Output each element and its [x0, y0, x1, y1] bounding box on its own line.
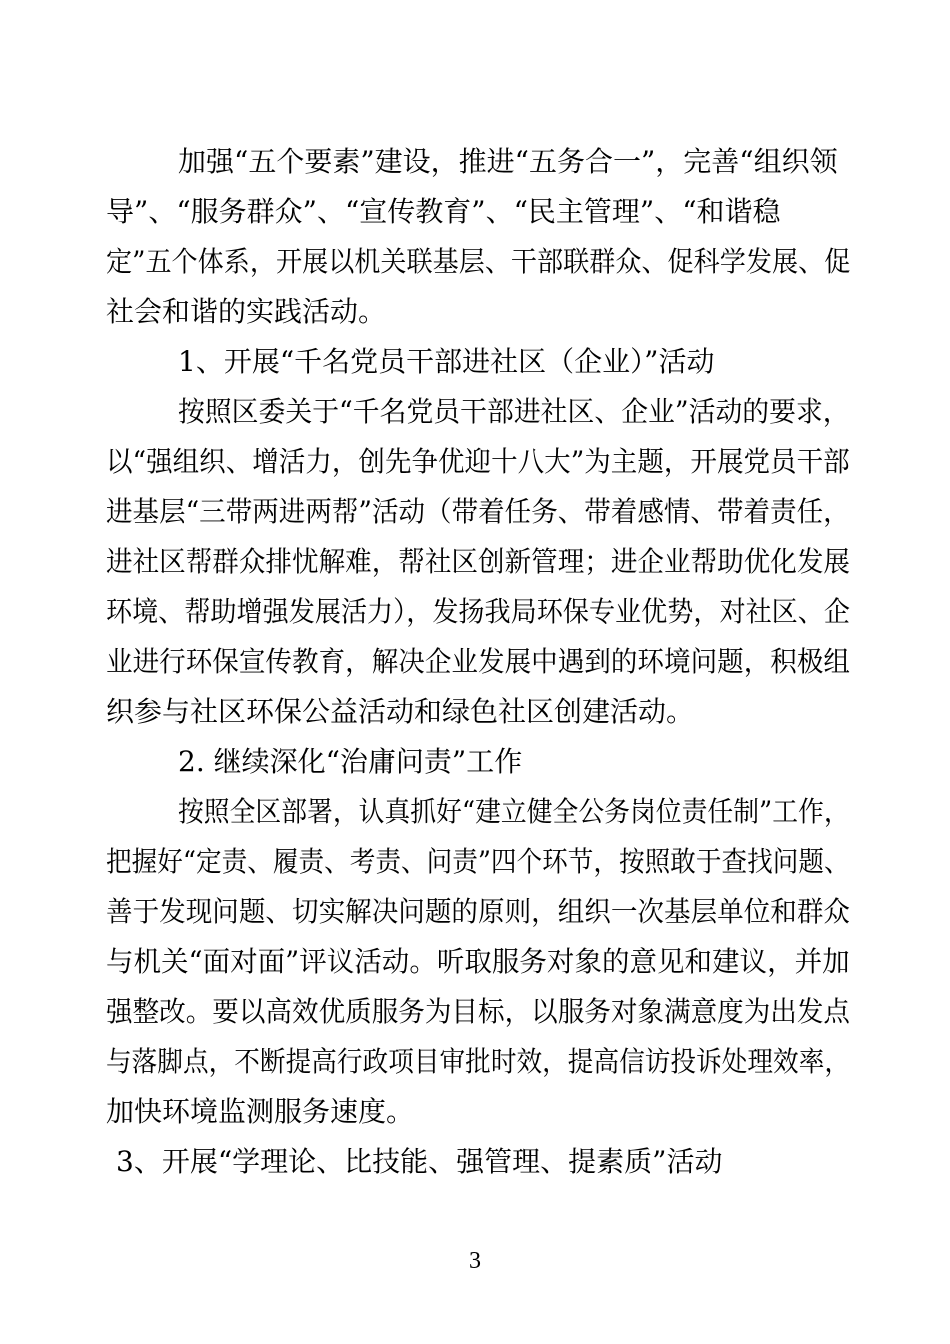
section-heading-2: 2. 继续深化“治庸问责”工作	[178, 745, 523, 778]
paragraph-3-line-2: 把握好“定责、履责、考责、问责”四个环节，按照敢于查找问题、	[106, 845, 850, 878]
paragraph-3-line-5: 强整改。要以高效优质服务为目标，以服务对象满意度为出发点	[106, 995, 851, 1028]
paragraph-3-line-3: 善于发现问题、切实解决问题的原则，组织一次基层单位和群众	[106, 895, 851, 928]
paragraph-2-line-5: 环境、帮助增强发展活力），发扬我局环保专业优势，对社区、企	[106, 595, 851, 628]
paragraph-3-line-4: 与机关“面对面”评议活动。听取服务对象的意见和建议，并加	[106, 945, 850, 978]
paragraph-2-line-3: 进基层“三带两进两帮”活动（带着任务、带着感情、带着责任，	[106, 495, 850, 528]
paragraph-3-line-6: 与落脚点，不断提高行政项目审批时效，提高信访投诉处理效率，	[106, 1045, 851, 1078]
section-heading-3: 3、开展“学理论、比技能、强管理、提素质”活动	[116, 1145, 723, 1178]
paragraph-1-line-3: 定”五个体系，开展以机关联基层、干部联群众、促科学发展、促	[106, 245, 851, 278]
paragraph-2-line-6: 业进行环保宣传教育，解决企业发展中遇到的环境问题，积极组	[106, 645, 851, 678]
paragraph-3-line-1: 按照全区部署，认真抓好“建立健全公务岗位责任制”工作，	[178, 795, 850, 828]
section-heading-1: 1、开展“千名党员干部进社区（企业）”活动	[178, 345, 715, 378]
paragraph-1-line-1: 加强“五个要素”建设，推进“五务合一”，完善“组织领	[178, 145, 838, 178]
paragraph-1-line-2: 导”、“服务群众”、“宣传教育”、“民主管理”、“和谐稳	[106, 195, 781, 228]
paragraph-2-line-2: 以“强组织、增活力，创先争优迎十八大”为主题，开展党员干部	[106, 445, 850, 478]
paragraph-2-line-1: 按照区委关于“千名党员干部进社区、企业”活动的要求，	[178, 395, 850, 428]
page-number: 3	[469, 1248, 481, 1274]
paragraph-2-line-7: 织参与社区环保公益活动和绿色社区创建活动。	[106, 695, 695, 728]
paragraph-3-line-7: 加快环境监测服务速度。	[106, 1095, 415, 1128]
paragraph-1-line-4: 社会和谐的实践活动。	[106, 295, 387, 328]
paragraph-2-line-4: 进社区帮群众排忧解难，帮社区创新管理；进企业帮助优化发展	[106, 545, 851, 578]
